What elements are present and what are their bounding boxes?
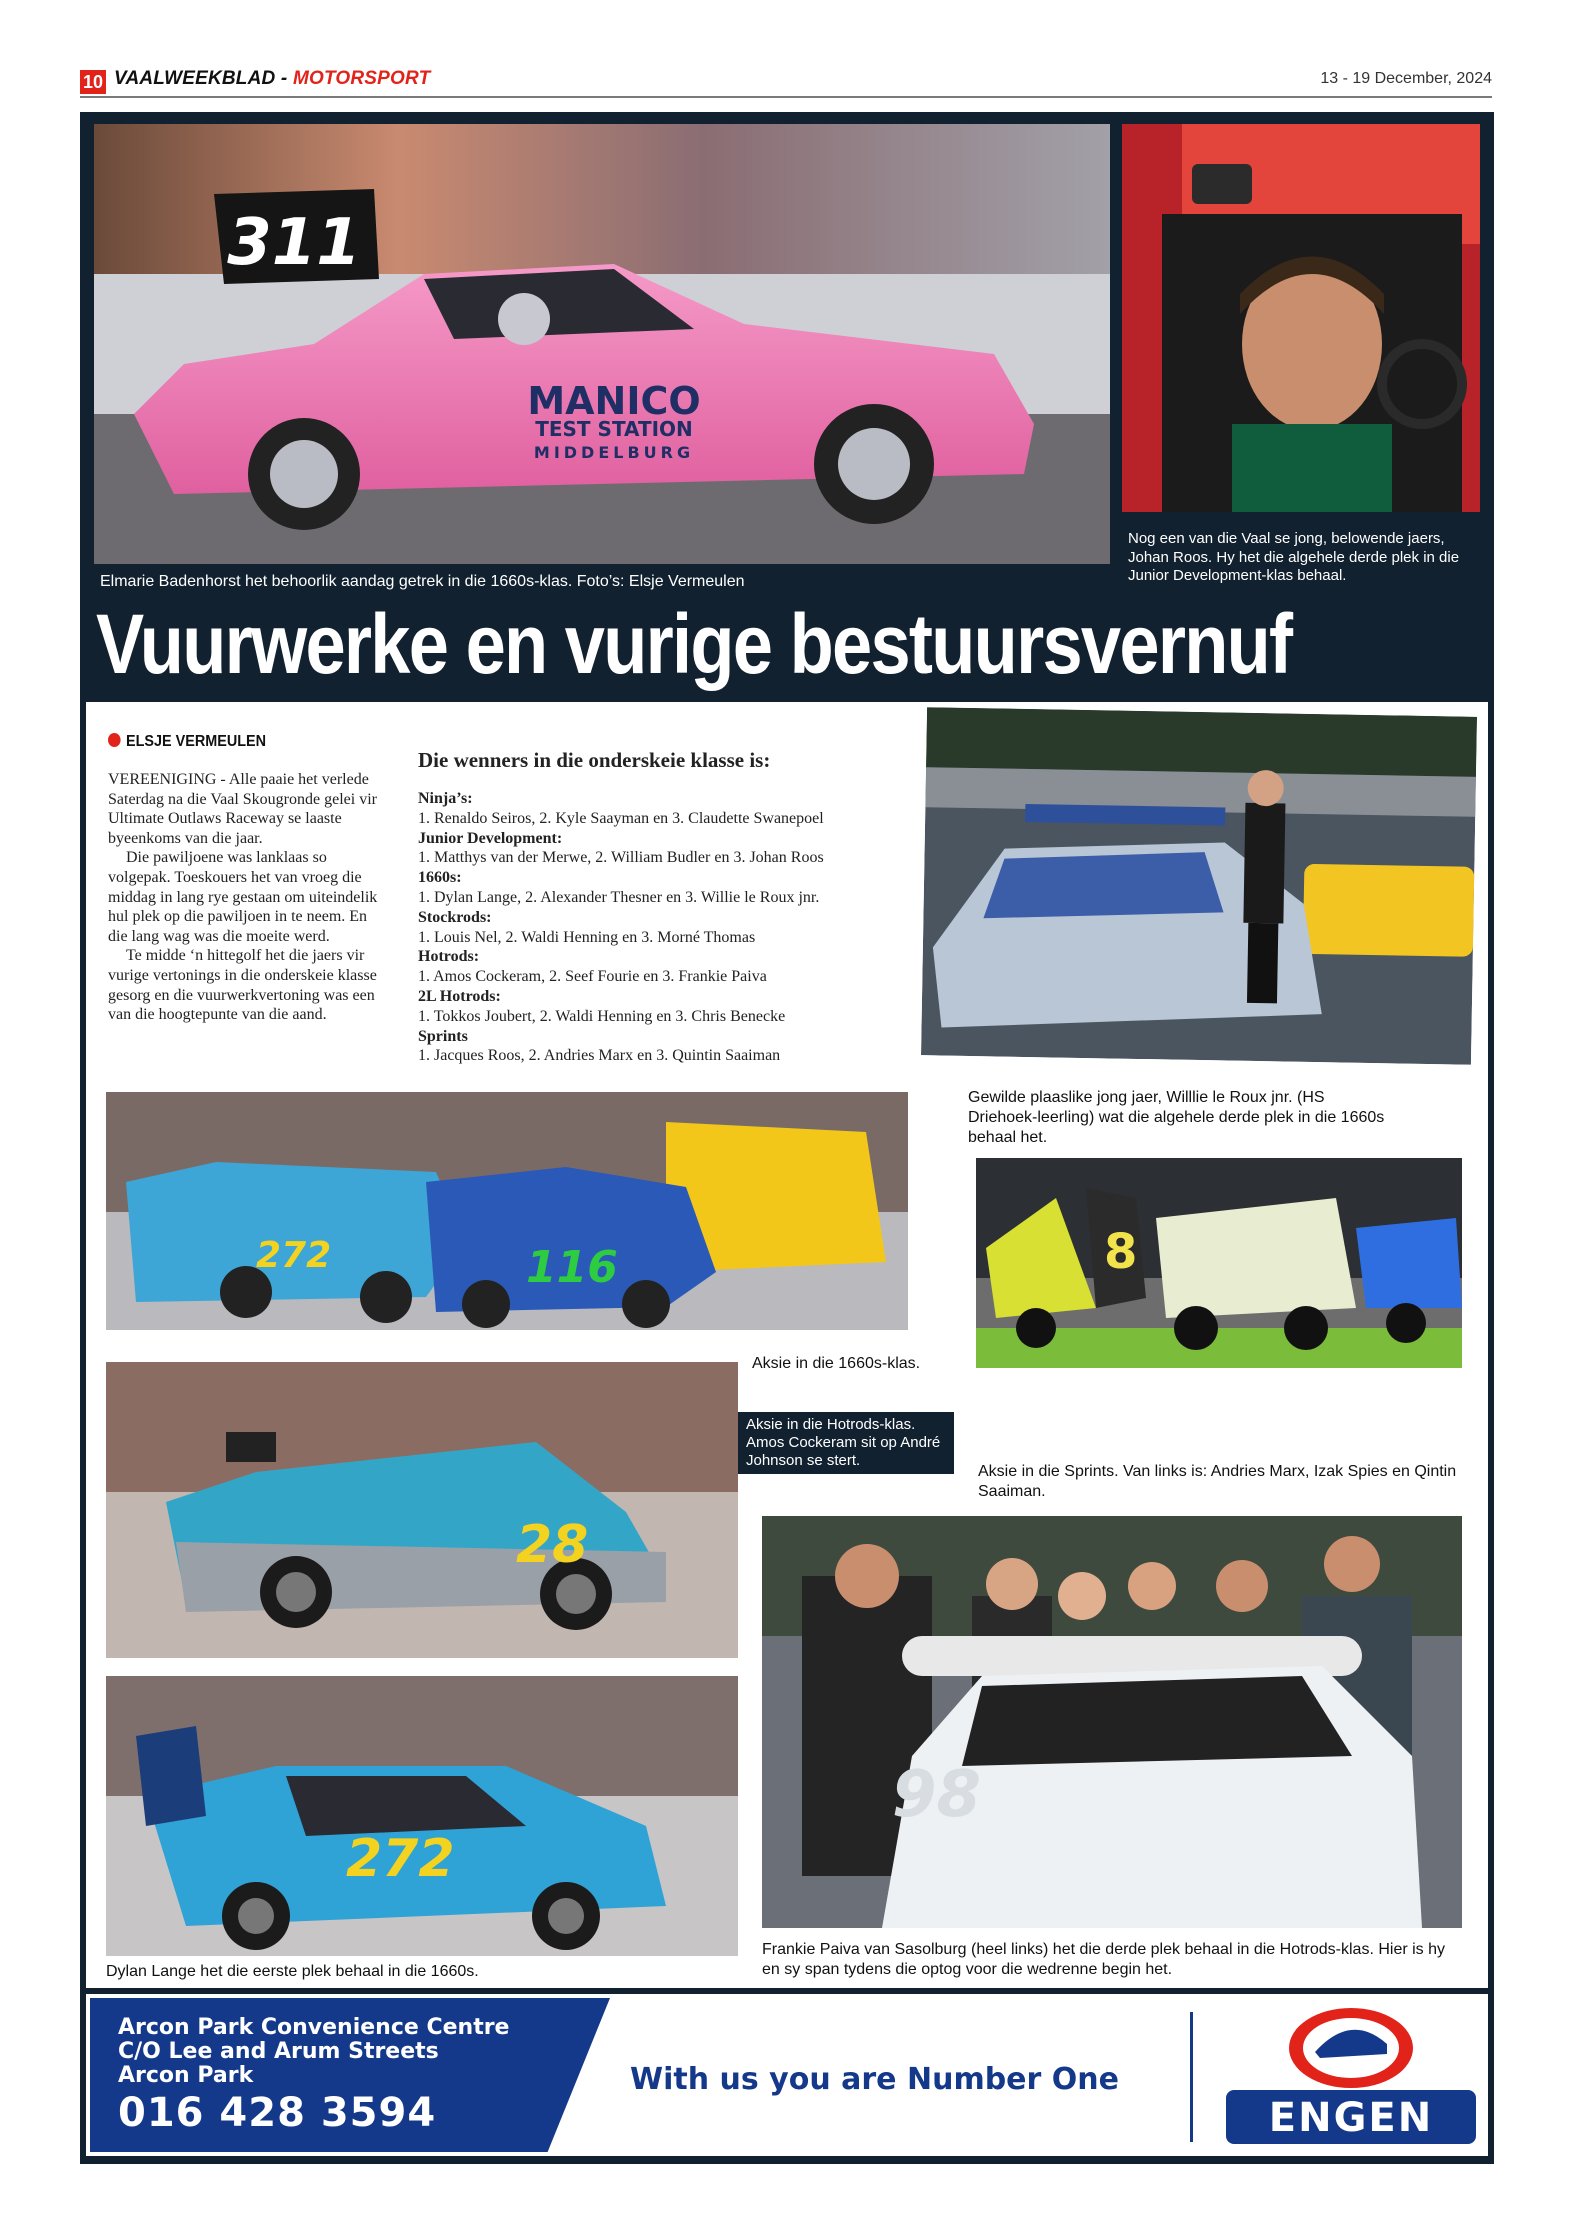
svg-text:116: 116 xyxy=(526,1242,618,1293)
caption-le-roux: Gewilde plaaslike jong jaer, Willlie le Roux jnr. (HS Driehoek-leerling) wat die algehele derde plek in die 1660s behaal het. xyxy=(968,1089,1385,1146)
svg-text:MANICO: MANICO xyxy=(527,379,701,423)
photo-hotrods xyxy=(106,1362,738,1658)
article-paragraph: VEREENIGING - Alle paaie het verlede Saterdag na die Vaal Skougronde gelei vir Ultimate Outlaws Raceway se laaste byeenkoms van die jaar. xyxy=(108,771,377,847)
section-name: MOTORSPORT xyxy=(292,68,431,89)
caption-sprints: Aksie in die Sprints. Van links is: Andries Marx, Izak Spies en Qintin Saaiman. xyxy=(978,1463,1457,1500)
header-rule xyxy=(80,96,1492,98)
publication-header xyxy=(114,68,430,90)
byline xyxy=(108,733,266,751)
ad-divider xyxy=(1190,2012,1193,2142)
byline-author: ELSJE VERMEULEN xyxy=(126,733,267,750)
caption-young-driver: Nog een van die Vaal se jong, belowende jaers, Johan Roos. Hy het die algehele derde plek in die Junior Development-klas behaal. xyxy=(1128,530,1460,584)
publication-name: VAALWEEKBLAD xyxy=(114,68,276,89)
class-result: 1. Dylan Lange, 2. Alexander Thesner en 3. Willie le Roux jnr. xyxy=(418,888,820,906)
photo-paiva-team xyxy=(762,1516,1462,1928)
caption-1660s-action: Aksie in die 1660s-klas. xyxy=(752,1355,921,1372)
issue-date: 13 - 19 December, 2024 xyxy=(1320,70,1492,87)
caption-paiva-team: Frankie Paiva van Sasolburg (heel links) het die derde plek behaal in die Hotrods-klas. Hier is hy en sy span tydens die optog voor die wedrenne begin het. xyxy=(762,1941,1446,1978)
byline-dot xyxy=(108,733,121,747)
class-result: 1. Tokkos Joubert, 2. Waldi Henning en 3. Chris Benecke xyxy=(418,1007,786,1025)
class-name: Hotrods: xyxy=(418,948,480,966)
class-name: 1660s: xyxy=(418,869,462,887)
class-name: 2L Hotrods: xyxy=(418,987,501,1005)
class-name: Stockrods: xyxy=(418,908,492,926)
class-name: Junior Development: xyxy=(418,829,563,847)
ad-address-line: C/O Lee and Arum Streets xyxy=(118,2039,439,2064)
svg-text:ENGEN: ENGEN xyxy=(1268,2095,1434,2141)
caption-main-photo: Elmarie Badenhorst het behoorlik aandag getrek in die 1660s-klas. Foto’s: Elsje Vermeulen xyxy=(100,573,745,590)
svg-text:8: 8 xyxy=(1104,1224,1138,1280)
class-result: 1. Renaldo Seiros, 2. Kyle Saayman en 3. Claudette Swanepoel xyxy=(418,809,824,827)
photo-young-driver xyxy=(1122,124,1480,512)
header-separator: - xyxy=(275,68,293,89)
photo-le-roux xyxy=(921,707,1477,1065)
svg-text:272: 272 xyxy=(346,1829,455,1889)
ad-slogan: With us you are Number One xyxy=(630,2062,1119,2097)
headline: Vuurwerke en vurige bestuursvernuf xyxy=(96,597,1292,691)
caption-dylan-lange: Dylan Lange het die eerste plek behaal in die 1660s. xyxy=(106,1963,479,1980)
class-name: Ninja’s: xyxy=(418,790,473,807)
winners-list xyxy=(418,748,918,1066)
photo-1660s-action xyxy=(106,1092,908,1330)
caption-hotrods: Aksie in die Hotrods-klas. Amos Cockeram sit op André Johnson se stert. xyxy=(738,1412,954,1474)
photo-sprints xyxy=(976,1158,1462,1368)
ad-address-line: Arcon Park xyxy=(118,2063,254,2088)
page-number: 10 xyxy=(80,70,106,94)
svg-text:MIDDELBURG: MIDDELBURG xyxy=(533,443,695,462)
svg-text:TEST STATION: TEST STATION xyxy=(535,417,693,441)
winners-title: Die wenners in die onderskeie klasse is: xyxy=(418,748,771,772)
ad-address-line: Arcon Park Convenience Centre xyxy=(118,2015,510,2040)
photo-dylan-lange xyxy=(106,1676,738,1956)
ad-phone-number: 016 428 3594 xyxy=(118,2090,437,2136)
class-result: 1. Louis Nel, 2. Waldi Henning en 3. Morné Thomas xyxy=(418,928,756,946)
class-result: 1. Matthys van der Merwe, 2. William Budler en 3. Johan Roos xyxy=(418,849,824,867)
engen-logo-icon xyxy=(1220,2004,1482,2148)
class-name: Sprints xyxy=(418,1027,468,1045)
photo-pink-car xyxy=(94,124,1110,564)
article-paragraph: Die pawiljoene was lanklaas so volgepak. Toeskouers het van vroeg die middag in lang rye gestaan om uiteindelik hul plek op die pawiljoen in te neem. En die lang wag was die moeite werd. xyxy=(108,849,378,945)
car-number-311: 311 xyxy=(227,206,361,280)
svg-text:98: 98 xyxy=(892,1758,982,1832)
class-result: 1. Amos Cockeram, 2. Seef Fourie en 3. Frankie Paiva xyxy=(418,968,767,986)
article-body xyxy=(108,770,378,1025)
class-result: 1. Jacques Roos, 2. Andries Marx en 3. Quintin Saaiman xyxy=(418,1047,781,1065)
article-paragraph: Te midde ‘n hittegolf het die jaers vir vurige vertonings in die onderskeie klasse gesorg en die vuurwerkvertoning was een van die hoogtepunte van die aand. xyxy=(108,947,377,1024)
svg-text:28: 28 xyxy=(516,1515,589,1575)
svg-text:272: 272 xyxy=(256,1235,332,1276)
